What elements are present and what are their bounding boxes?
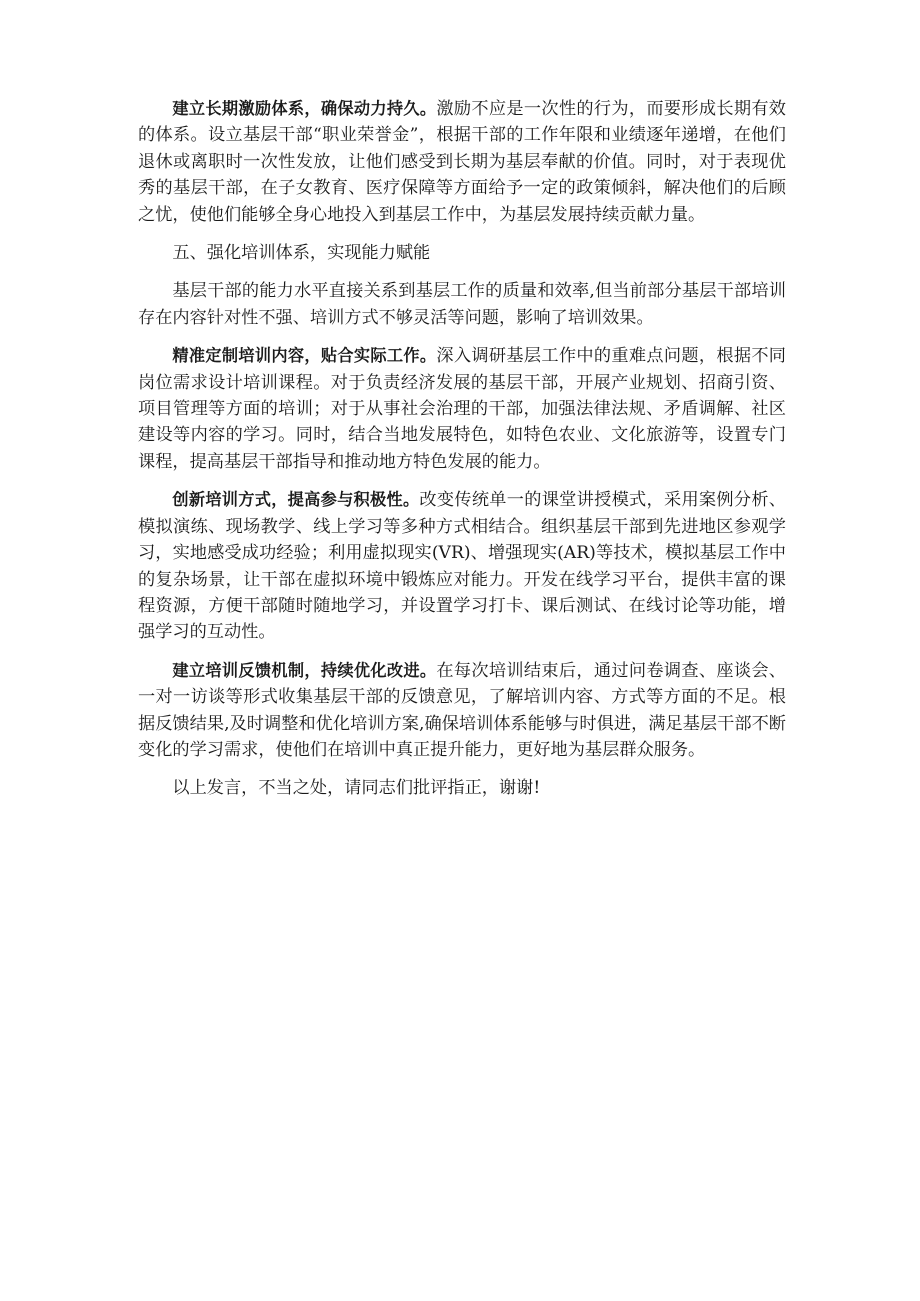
paragraph-innovative-methods <box>138 487 786 645</box>
paragraph-feedback-mechanism <box>138 658 786 764</box>
document-page <box>138 96 786 814</box>
paragraph-body: 改变传统单一的课堂讲授模式，采用案例分析、模拟演练、现场教学、线上学习等多种方式相结合。组织基层干部到先进地区参观学习，实地感受成功经验；利用虚拟现实(VR)、增强现实(AR)等技术，模拟基层工作中的复杂场景，让干部在虚拟环境中锻炼应对能力。开发在线学习平台，提供丰富的课程资源，方便干部随时随地学习，并设置学习打卡、课后测试、在线讨论等功能，增强学习的互动性。 <box>138 490 786 643</box>
paragraph-lead-heading: 建立培训反馈机制，持续优化改进。 <box>172 660 437 680</box>
paragraph-lead-heading: 精准定制培训内容，贴合实际工作。 <box>172 346 437 366</box>
paragraph-customized-content <box>138 343 786 475</box>
paragraph-body: 深入调研基层工作中的重难点问题，根据不同岗位需求设计培训课程。对于负责经济发展的基层干部，开展产业规划、招商引资、项目管理等方面的培训；对于从事社会治理的干部，加强法律法规、矛盾调解、社区建设等内容的学习。同时，结合当地发展特色，如特色农业、文化旅游等，设置专门课程，提高基层干部指导和推动地方特色发展的能力。 <box>138 346 786 472</box>
paragraph-body: 在每次培训结束后，通过问卷调查、座谈会、一对一访谈等形式收集基层干部的反馈意见，了解培训内容、方式等方面的不足。根据反馈结果,及时调整和优化培训方案,确保培训体系能够与时俱进，满足基层干部不断变化的学习需求，使他们在培训中真正提升能力，更好地为基层群众服务。 <box>138 660 786 760</box>
paragraph-long-term-incentive <box>138 96 786 228</box>
paragraph-lead-heading: 建立长期激励体系，确保动力持久。 <box>172 99 437 118</box>
paragraph-training-overview <box>138 278 786 331</box>
closing-remark: 以上发言，不当之处，请同志们批评指正，谢谢! <box>172 778 541 799</box>
paragraph-lead-heading: 创新培训方式，提高参与积极性。 <box>172 490 420 510</box>
paragraph-body: 基层干部的能力水平直接关系到基层工作的质量和效率,但当前部分基层干部培训存在内容针对性不强、培训方式不够灵活等问题，影响了培训效果。 <box>138 281 786 328</box>
paragraph-body: 激励不应是一次性的行为，而要形成长期有效的体系。设立基层干部“职业荣誉金”，根据干部的工作年限和业绩逐年递增，在他们退休或离职时一次性发放，让他们感受到长期为基层奉献的价值。同时，对于表现优秀的基层干部，在子女教育、医疗保障等方面给予一定的政策倾斜，解决他们的后顾之忧，使他们能够全身心地投入到基层工作中，为基层发展持续贡献力量。 <box>138 99 786 225</box>
section-heading-training-system: 五、强化培训体系，实现能力赋能 <box>172 243 431 264</box>
